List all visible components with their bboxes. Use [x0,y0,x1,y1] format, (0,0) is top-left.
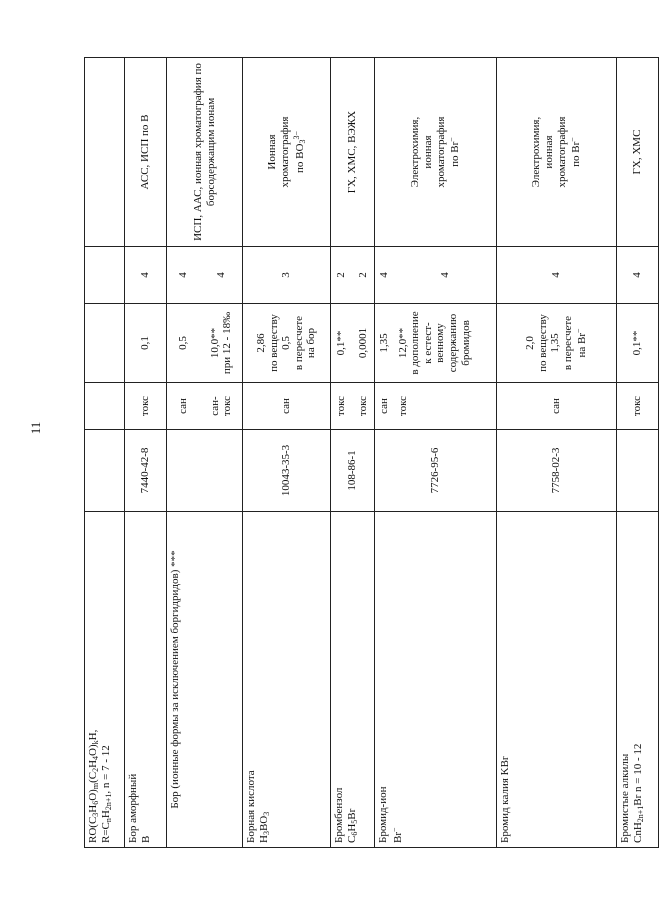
limit-type: токс [331,383,353,430]
limit-type: токс [353,383,375,430]
cas-number [617,430,659,512]
analysis-method: ГХ, ХМС [617,58,659,247]
analysis-method: Ионная хроматография по $BO_3^{3-}$ [243,58,331,247]
hazard-class: 4 [375,247,395,304]
table-row [375,58,395,848]
limit-type: сан [497,383,617,430]
hazard-class: 4 [395,247,497,304]
table-row [85,58,125,848]
substances-table [84,57,659,848]
cas-number: 10043-35-3 [243,430,331,512]
limit-value: 1,35 [375,304,395,383]
cas-number: 7758-02-3 [497,430,617,512]
substance-name: Бромбензол $C_6H_5Br$ [331,512,375,848]
hazard-class: 2 [353,247,375,304]
table-row [617,58,659,848]
cas-number: 7440-42-8 [125,430,167,512]
hazard-class: 2 [331,247,353,304]
limit-value: 0,1** [617,304,659,383]
cas-number: 108-86-1 [331,430,375,512]
limit-type: токс [125,383,167,430]
substance-name: Бор аморфный B [125,512,167,848]
table-row [243,58,331,848]
analysis-method: ИСП, ААС, ионная хроматография по борсодержащим ионам [167,58,243,247]
cas-number: 7726-95-6 [375,430,497,512]
limit-value: 10,0** при 12 - 18‰ [201,304,243,383]
limit-type: токс [617,383,659,430]
section-title: Бор (ионные формы за исключением боргидридов) *** [167,512,243,848]
analysis-method: ГХ, ХМС, ВЭЖХ [331,58,375,247]
limit-value: 12,0** в дополнение к естест- венному содержанию бромидов [395,304,497,383]
analysis-method: Электрохимия, ионная хроматография по Br− [497,58,617,247]
analysis-method: АСС, ИСП по В [125,58,167,247]
table-row [497,58,617,848]
analysis-method: Электрохимия, ионная хроматография по Br− [375,58,497,247]
limit-value: 0,5 [167,304,201,383]
hazard-class: 4 [617,247,659,304]
table-row [167,58,201,848]
limit-value: 2,86 по веществу 0,5 в пересчете на бор [243,304,331,383]
substance-name: Бромистые алкилы CnH$_{2n+1}$Br n = 10 - 12 [617,512,659,848]
hazard-class: 3 [243,247,331,304]
page-number: 11 [28,421,43,435]
limit-value: 0,1 [125,304,167,383]
hazard-class: 4 [167,247,201,304]
limit-value: 2,0 по веществу 1,35 в пересчете на Br− [497,304,617,383]
limit-type: сан-токс [201,383,243,430]
limit-value: 0,1** [331,304,353,383]
hazard-class: 4 [201,247,243,304]
substance-name: Борная кислота $H_3BO_3$ [243,512,331,848]
limit-type: токс [395,383,497,430]
limit-type: сан [167,383,201,430]
substance-name: Бромид-ион Br− [375,512,497,848]
limit-value: 0,0001 [353,304,375,383]
table-row [331,58,353,848]
substance-name: $RO(C_3H_6O)_m(C_2H_4O)_kH$, $R=C_nH_{2n+1}$, n = 7 - 12 [85,512,125,848]
hazard-class: 4 [497,247,617,304]
table-row [125,58,167,848]
rotated-table-container [84,58,645,848]
substance-name: Бромид калия KBr [497,512,617,848]
hazard-class: 4 [125,247,167,304]
limit-type: сан [243,383,331,430]
limit-type: сан [375,383,395,430]
